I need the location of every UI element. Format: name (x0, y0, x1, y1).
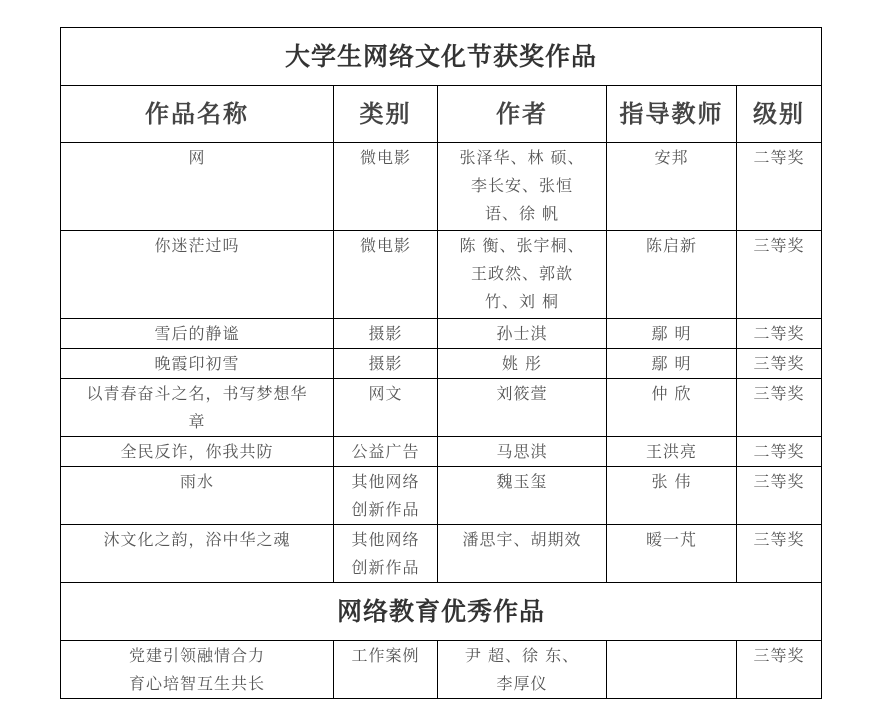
table-row (61, 525, 822, 583)
cell-line: 章 (188, 412, 206, 431)
table-row (61, 467, 822, 525)
table-row (61, 437, 822, 467)
work-name-cell (61, 641, 334, 699)
cell-line: 竹、刘 桐 (484, 292, 560, 311)
cell-line: 雪后的静谧 (154, 324, 240, 343)
level-cell: 三等奖 (737, 641, 822, 699)
author-cell (438, 319, 607, 349)
advisor-cell: 安邦 (607, 143, 737, 231)
header-level: 级别 (737, 86, 822, 143)
cell-line: 晚霞印初雪 (154, 354, 240, 373)
work-name-cell (61, 231, 334, 319)
cell-line: 党建引领融情合力 (128, 646, 265, 665)
category-cell (334, 319, 438, 349)
advisor-cell (607, 641, 737, 699)
advisor-cell: 鄢 明 (607, 349, 737, 379)
cell-line: 公益广告 (351, 442, 420, 461)
category-cell (334, 525, 438, 583)
awards-table (60, 27, 822, 699)
author-cell (438, 467, 607, 525)
cell-line: 网 (188, 148, 206, 167)
table-row (61, 231, 822, 319)
level-cell: 三等奖 (737, 349, 822, 379)
work-name-cell (61, 525, 334, 583)
category-cell (334, 437, 438, 467)
header-work-name: 作品名称 (61, 86, 334, 143)
cell-line: 陈 衡、张宇桐、 (459, 236, 585, 255)
author-cell (438, 143, 607, 231)
category-cell (334, 379, 438, 437)
cell-line: 沐文化之韵，浴中华之魂 (103, 530, 291, 549)
table-row (61, 319, 822, 349)
level-cell: 三等奖 (737, 467, 822, 525)
cell-line: 摄影 (368, 324, 403, 343)
cell-line: 潘思宇、胡期效 (462, 530, 582, 549)
level-cell: 二等奖 (737, 143, 822, 231)
cell-line: 微电影 (359, 148, 411, 167)
level-cell: 二等奖 (737, 319, 822, 349)
advisor-cell: 仲 欣 (607, 379, 737, 437)
header-category: 类别 (334, 86, 438, 143)
cell-line: 语、徐 帆 (484, 204, 560, 223)
author-cell (438, 525, 607, 583)
author-cell (438, 231, 607, 319)
cell-line: 李长安、张恒 (470, 176, 573, 195)
cell-line: 马思淇 (496, 442, 548, 461)
advisor-cell: 暧一芃 (607, 525, 737, 583)
cell-line: 摄影 (368, 354, 403, 373)
author-cell (438, 437, 607, 467)
section-title-row (61, 28, 822, 86)
level-cell: 三等奖 (737, 525, 822, 583)
advisor-cell: 陈启新 (607, 231, 737, 319)
work-name-cell (61, 437, 334, 467)
category-cell (334, 641, 438, 699)
cell-line: 其他网络 (351, 472, 420, 491)
cell-line: 孙士淇 (496, 324, 548, 343)
cell-line: 你迷茫过吗 (154, 236, 240, 255)
cell-line: 雨水 (179, 472, 214, 491)
category-cell (334, 467, 438, 525)
advisor-cell: 鄢 明 (607, 319, 737, 349)
category-cell (334, 231, 438, 319)
cell-line: 创新作品 (351, 558, 420, 577)
header-author: 作者 (438, 86, 607, 143)
cell-line: 姚 彤 (501, 354, 543, 373)
cell-line: 网文 (368, 384, 403, 403)
cell-line: 以青春奋斗之名，书写梦想华 (86, 384, 308, 403)
level-cell: 二等奖 (737, 437, 822, 467)
header-advisor: 指导教师 (607, 86, 737, 143)
table-row (61, 143, 822, 231)
cell-line: 尹 超、徐 东、 (464, 646, 580, 665)
advisor-cell: 王洪亮 (607, 437, 737, 467)
level-cell: 三等奖 (737, 231, 822, 319)
header-row (61, 86, 822, 143)
work-name-cell (61, 349, 334, 379)
work-name-cell (61, 379, 334, 437)
cell-line: 微电影 (359, 236, 411, 255)
level-cell: 三等奖 (737, 379, 822, 437)
cell-line: 李厚仪 (496, 674, 548, 693)
section-title-row (61, 583, 822, 641)
section-title: 网络教育优秀作品 (61, 583, 822, 641)
author-cell (438, 641, 607, 699)
advisor-cell: 张 伟 (607, 467, 737, 525)
cell-line: 其他网络 (351, 530, 420, 549)
cell-line: 张泽华、林 硕、 (459, 148, 585, 167)
table-row (61, 349, 822, 379)
category-cell (334, 349, 438, 379)
cell-line: 刘筱萱 (496, 384, 548, 403)
cell-line: 育心培智互生共长 (128, 674, 265, 693)
section-title: 大学生网络文化节获奖作品 (61, 28, 822, 86)
table-row (61, 379, 822, 437)
cell-line: 创新作品 (351, 500, 420, 519)
cell-line: 魏玉玺 (496, 472, 548, 491)
table-row (61, 641, 822, 699)
work-name-cell (61, 319, 334, 349)
work-name-cell (61, 143, 334, 231)
category-cell (334, 143, 438, 231)
cell-line: 王政然、郭歆 (470, 264, 573, 283)
work-name-cell (61, 467, 334, 525)
cell-line: 全民反诈，你我共防 (120, 442, 274, 461)
author-cell (438, 379, 607, 437)
author-cell (438, 349, 607, 379)
cell-line: 工作案例 (351, 646, 420, 665)
